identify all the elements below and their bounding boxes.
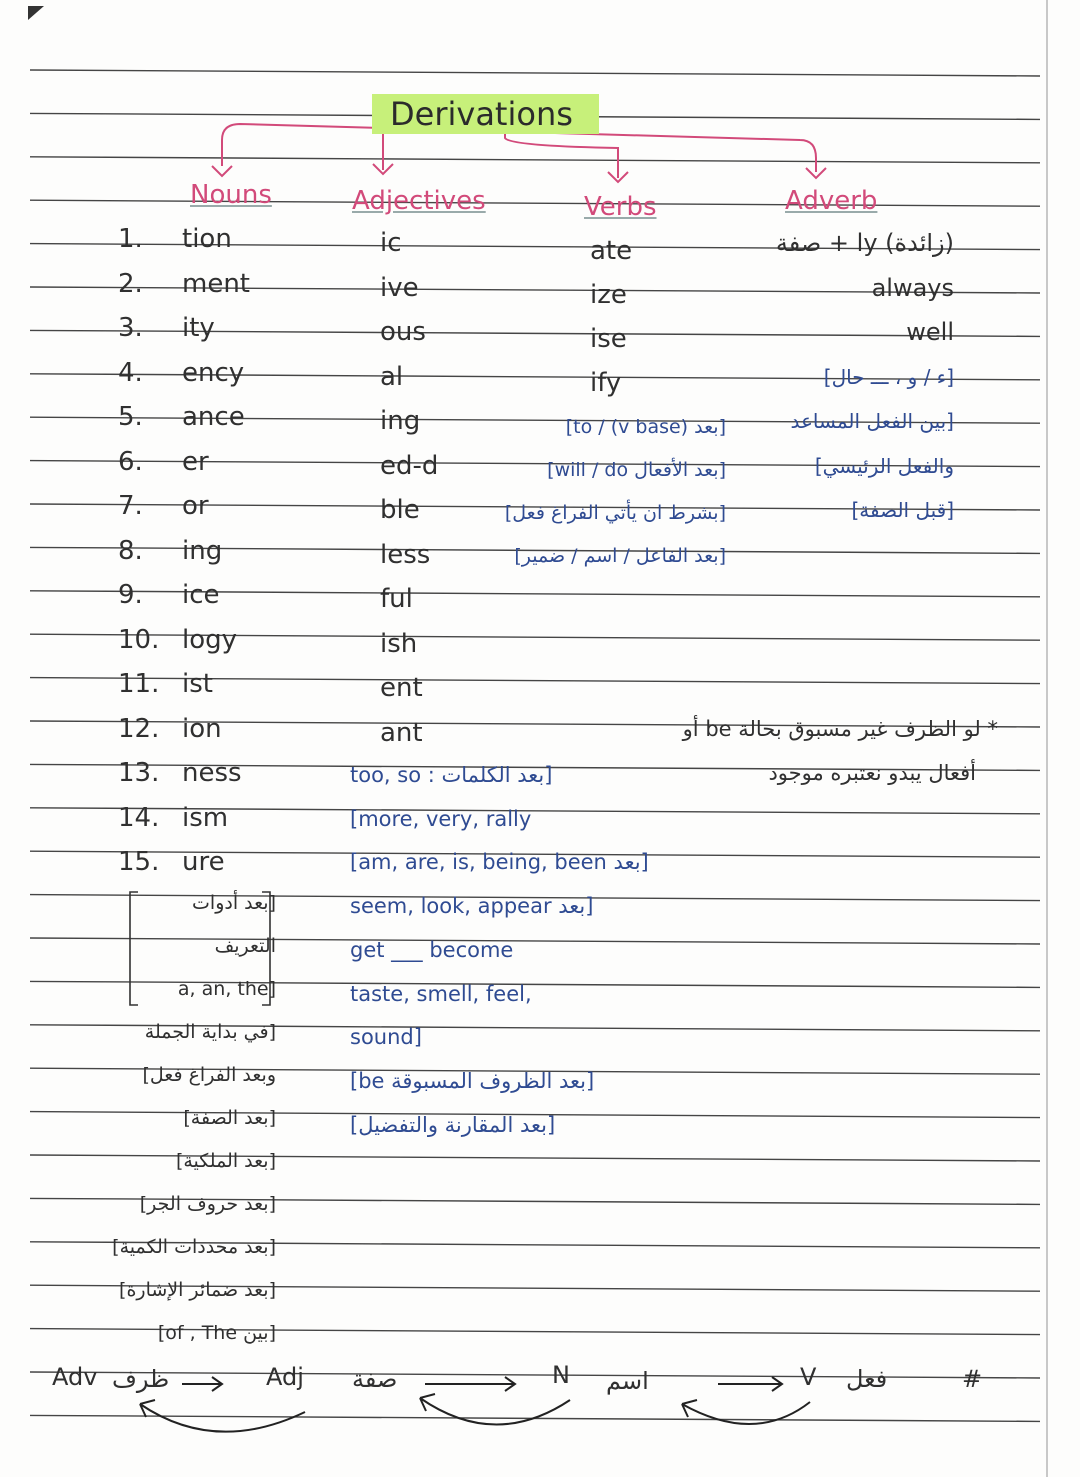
- noun-suffix-n: 10.: [118, 624, 160, 655]
- noun-suffix-s: ism: [182, 802, 229, 833]
- noun-rule-note: [بعد ضمائر الإشارة]: [119, 1279, 276, 1301]
- noun-rule-note: التعريف: [214, 935, 276, 957]
- noun-suffix-n: 15.: [118, 847, 160, 877]
- noun-suffix-n: 6.: [118, 446, 143, 477]
- noun-rule-note: [بعد الملكية]: [175, 1150, 276, 1172]
- noun-rule-note: [بعد الصفة]: [183, 1107, 276, 1129]
- page-title: Derivations: [372, 94, 599, 134]
- adjective-suffix: ble: [380, 495, 420, 525]
- noun-suffix-s: ist: [182, 669, 213, 699]
- adjective-rule-note: [am, are, is, being, been بعد]: [350, 850, 649, 875]
- adjective-suffix: ent: [380, 673, 423, 703]
- ruled-line: [30, 70, 1040, 76]
- noun-suffix-n: 14.: [118, 802, 160, 833]
- adjective-rule-note: [be بعد الظروف المسبوقة]: [350, 1068, 595, 1093]
- flow-hash: #: [962, 1365, 983, 1393]
- adjective-suffix: al: [380, 361, 404, 392]
- noun-suffix-n: 8.: [118, 535, 143, 566]
- adjective-rule-note: get ___ become: [350, 937, 514, 962]
- noun-suffix-n: 3.: [118, 313, 143, 343]
- adverb-note-line-2: أفعال يبدو نعتبره موجود: [768, 761, 976, 785]
- noun-suffix-n: 7.: [118, 491, 143, 521]
- flow-adj-label: Adj: [266, 1363, 304, 1391]
- noun-rule-note: a, an, the]: [177, 978, 276, 1000]
- noun-rule-note: [بعد محددات الكمية]: [112, 1236, 276, 1258]
- adverb-item: [ء / و ، ـــ حال]: [823, 364, 954, 389]
- noun-suffix-s: ance: [182, 402, 245, 432]
- noun-suffix-s: or: [182, 491, 209, 521]
- adjective-rule-note: sound]: [350, 1025, 422, 1050]
- verb-rule-note: [بعد الفاعل / اسم / ضمير]: [514, 545, 726, 567]
- ruled-line: [30, 938, 1040, 944]
- adjective-suffix: ous: [380, 317, 426, 347]
- noun-suffix-s: ness: [182, 758, 242, 788]
- adverb-item: والفعل الرئيسي]: [814, 453, 954, 478]
- noun-suffix-s: logy: [182, 624, 238, 655]
- noun-suffix-n: 13.: [118, 758, 160, 788]
- flow-adv-arabic: ظرف: [112, 1365, 170, 1393]
- adjective-rule-note: [بعد الكلمات : too, so: [350, 763, 553, 787]
- adverb-item: [بين الفعل المساعد: [790, 409, 954, 433]
- noun-suffix-n: 9.: [118, 580, 143, 610]
- adjectives-header: Adjectives: [352, 186, 486, 216]
- flow-n-label: N: [552, 1361, 570, 1389]
- adjective-suffix: ive: [380, 272, 419, 303]
- noun-suffix-s: ure: [182, 847, 225, 877]
- ruled-line: [30, 1372, 1040, 1378]
- adverb-item: always: [871, 273, 954, 302]
- adjective-rule-note: [more, very, rally: [350, 806, 532, 831]
- verb-suffix: ize: [590, 280, 627, 310]
- flow-n-arabic: اسم: [606, 1367, 649, 1395]
- noun-suffix-n: 11.: [118, 669, 160, 699]
- noun-suffix-n: 12.: [118, 713, 160, 744]
- noun-rule-note: [بعد حروف الجر]: [139, 1193, 276, 1215]
- adjective-suffix: ed-d: [380, 450, 439, 481]
- noun-rule-note: وبعد الفراغ فعل]: [142, 1064, 276, 1086]
- adverb-item: (زائدة) ly + صفة: [775, 229, 954, 257]
- verb-suffix: ate: [590, 236, 633, 266]
- ruled-line: [30, 157, 1040, 163]
- ruled-line: [30, 200, 1040, 206]
- flow-arrows: [140, 1377, 810, 1432]
- page-corner-shadow: [28, 6, 44, 20]
- noun-rule-note: [of , The بين]: [157, 1322, 276, 1344]
- noun-rule-note: [بعد أدوات: [192, 892, 276, 914]
- adjective-suffix: less: [380, 539, 431, 570]
- noun-suffix-s: ion: [182, 713, 222, 744]
- flow-v-arabic: فعل: [846, 1365, 888, 1393]
- adjective-suffix: ish: [380, 628, 418, 659]
- adjective-suffix: ant: [380, 717, 423, 748]
- flow-adj-arabic: صفة: [352, 1365, 398, 1393]
- noun-suffix-n: 4.: [118, 357, 143, 388]
- verb-rule-note: [بعد الأفعال will / do]: [547, 459, 726, 481]
- noun-suffix-s: tion: [182, 224, 232, 254]
- flow-adv-label: Adv: [52, 1363, 98, 1391]
- adjective-suffix: ing: [380, 406, 421, 436]
- noun-suffix-n: 5.: [118, 402, 143, 432]
- noun-suffix-s: ice: [182, 580, 220, 610]
- adjective-rule-note: taste, smell, feel,: [350, 981, 532, 1006]
- adverb-note-line-1: * لو الظرف غير مسبوق بحالة be أو: [682, 717, 998, 741]
- noun-suffix-n: 2.: [118, 268, 143, 299]
- adverb-item: [قبل الصفة]: [851, 498, 954, 522]
- adjective-rule-note: [بعد المقارنة والتفضيل]: [350, 1112, 556, 1137]
- noun-suffix-n: 1.: [118, 224, 143, 254]
- noun-suffix-s: ity: [182, 313, 215, 343]
- verb-rule-note: [بعد to / (v base)]: [565, 416, 726, 438]
- adjective-suffix: ic: [380, 228, 402, 258]
- verb-suffix: ify: [590, 368, 622, 398]
- noun-suffix-s: er: [182, 446, 209, 477]
- verbs-header: Verbs: [584, 192, 657, 222]
- noun-rule-note: [في بداية الجملة: [144, 1021, 276, 1043]
- adjective-suffix: ful: [380, 584, 413, 614]
- noun-suffix-s: ing: [182, 535, 223, 566]
- noun-suffix-s: ency: [182, 357, 245, 388]
- flow-v-label: V: [800, 1363, 817, 1391]
- nouns-header: Nouns: [190, 180, 272, 210]
- adverb-item: well: [906, 318, 954, 346]
- verb-rule-note: [بشرط ان يأتي الفراغ فعل]: [504, 502, 726, 524]
- noun-suffix-s: ment: [182, 268, 250, 299]
- adverb-header: Adverb: [785, 186, 878, 216]
- adjective-rule-note: seem, look, appear بعد]: [350, 894, 594, 919]
- verb-suffix: ise: [590, 324, 627, 354]
